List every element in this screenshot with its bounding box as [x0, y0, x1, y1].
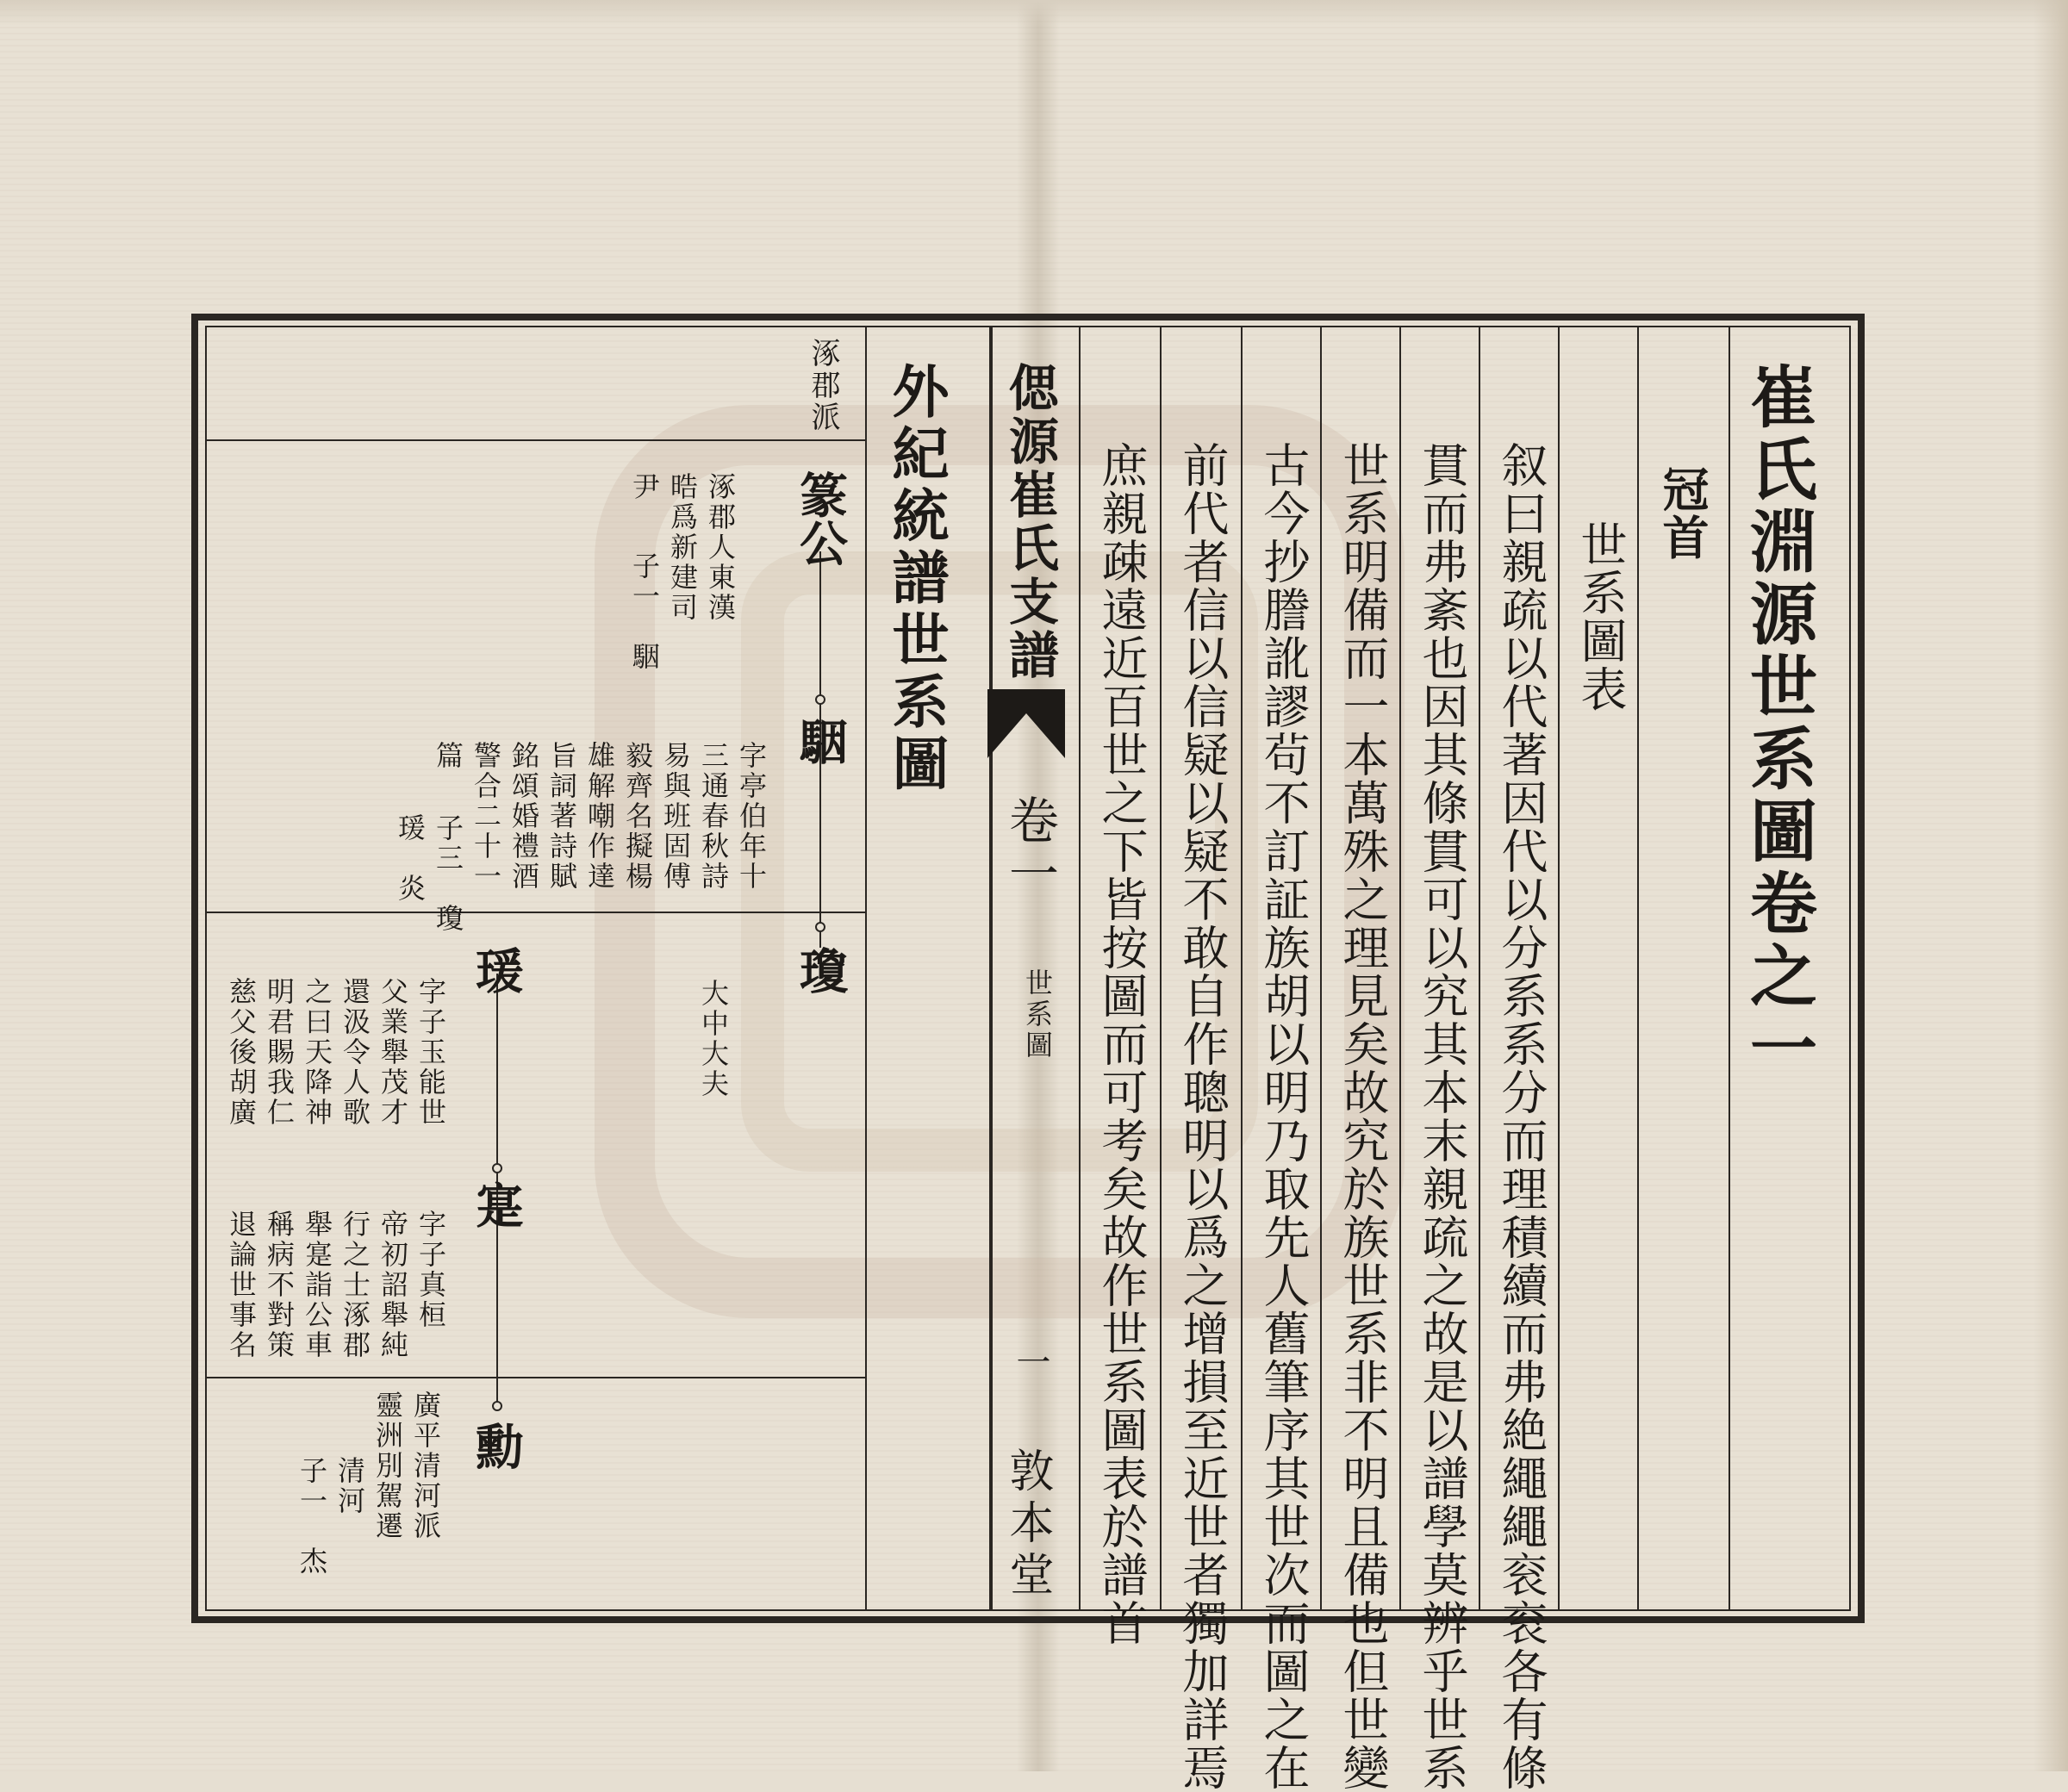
person-note: 還汲令人歌	[339, 977, 371, 1128]
column-rule	[1399, 326, 1401, 1611]
person-note: 字亭伯年十	[735, 741, 768, 892]
column-rule	[865, 326, 867, 1611]
person-note: 子一 杰	[296, 1456, 328, 1577]
person-note: 父業舉茂才	[377, 977, 409, 1128]
branch-label: 廣平清河派	[409, 1391, 442, 1541]
column-rule	[1320, 326, 1322, 1611]
branch-label: 涿郡派	[806, 338, 840, 433]
person-note: 銘頌婚禮酒	[508, 741, 540, 892]
person-note: 旨詞著詩賦	[545, 741, 578, 892]
page-number: 一	[1011, 1344, 1050, 1378]
person-note: 晧爲新建司	[666, 472, 699, 623]
lineage-node	[815, 694, 825, 705]
person-note: 靈洲別駕遷	[371, 1391, 404, 1541]
preface-column: 貫而弗紊也因其條貫可以究其本末親疏之故是以譜學莫辨乎世系	[1415, 441, 1469, 1792]
column-rule	[1637, 326, 1639, 1611]
person-note: 大中大夫	[697, 979, 730, 1099]
center-section-label: 世系圖	[1021, 968, 1054, 1061]
person-note: 帝初詔舉純	[377, 1210, 409, 1360]
column-rule	[1729, 326, 1730, 1611]
branch-rule	[207, 439, 865, 441]
column-rule	[1079, 326, 1081, 1611]
person-note: 毅齊名擬楊	[621, 741, 654, 892]
genealogy-title: 外紀統譜世系圖	[882, 362, 950, 796]
person-note: 警合二十一	[470, 741, 502, 892]
person-note: 瑗 炎	[394, 813, 427, 904]
preface-column: 前代者信以信疑以疑不敢自作聰明以爲之增損至近世者獨加詳焉	[1175, 441, 1230, 1792]
column-rule	[1558, 326, 1560, 1611]
subsection-label: 世系圖表	[1573, 520, 1628, 713]
generation-rule	[207, 912, 865, 913]
person-note: 退論世事名	[225, 1210, 258, 1360]
person-note: 篇	[432, 741, 464, 771]
lineage-node	[492, 1163, 502, 1173]
person-note: 字子玉能世	[414, 977, 447, 1128]
lineage-node	[815, 922, 825, 932]
page-edge-top	[0, 0, 2068, 26]
person-note: 行之士涿郡	[339, 1210, 371, 1360]
preface-column: 世系明備而一本萬殊之理見矣故究於族世系非不明且備也但世變	[1336, 441, 1390, 1792]
person-note: 尹	[628, 472, 661, 502]
volume-label: 卷一	[1000, 794, 1059, 901]
person-note: 之曰天降神	[301, 977, 333, 1128]
person-note: 涿郡人東漢	[704, 472, 737, 623]
person-note: 易與班固傅	[659, 741, 692, 892]
person-name: 瑗	[468, 946, 525, 994]
preface-column: 叙曰親疏以代著因代以分系系分而理積續而弗絶繩繩衮衮各有條	[1494, 441, 1548, 1792]
book-title: 偲源崔氏支譜	[1000, 362, 1059, 682]
person-note: 子一 駰	[628, 551, 661, 672]
fish-tail-mark-icon	[987, 689, 1065, 758]
column-rule	[1241, 326, 1243, 1611]
generation-rule	[207, 1377, 865, 1378]
page-title: 崔氏淵源世系圖卷之一	[1739, 362, 1817, 1086]
person-note: 稱病不對策	[263, 1210, 296, 1360]
column-rule	[1479, 326, 1480, 1611]
preface-column: 古今抄謄訛謬茍不訂証族胡以明乃取先人舊筆序其世次而圖之在	[1256, 441, 1311, 1792]
hall-name: 敦本堂	[1001, 1447, 1053, 1602]
column-rule	[1160, 326, 1162, 1611]
person-name: 勳	[468, 1422, 525, 1470]
person-note: 明君賜我仁	[263, 977, 296, 1128]
person-note: 字子真桓	[414, 1210, 447, 1330]
person-name: 篆公	[792, 470, 849, 567]
person-note: 子三 瓊	[432, 813, 464, 934]
person-note: 舉寔詣公車	[301, 1210, 333, 1360]
person-name: 駰	[792, 717, 849, 765]
lineage-node	[492, 1401, 502, 1411]
person-note: 慈父後胡廣	[225, 977, 258, 1128]
center-strip-rule	[989, 326, 993, 1611]
person-note: 雄解嘲作達	[583, 741, 616, 892]
person-note: 三通春秋詩	[697, 741, 730, 892]
person-name: 瓊	[792, 946, 849, 994]
preface-column: 庶親疎遠近百世之下皆按圖而可考矣故作世系圖表於譜首	[1094, 441, 1149, 1647]
person-note: 清河	[333, 1456, 366, 1516]
person-name: 寔	[468, 1180, 525, 1229]
page-edge-right	[2034, 0, 2068, 1771]
section-label: 冠首	[1655, 465, 1710, 562]
